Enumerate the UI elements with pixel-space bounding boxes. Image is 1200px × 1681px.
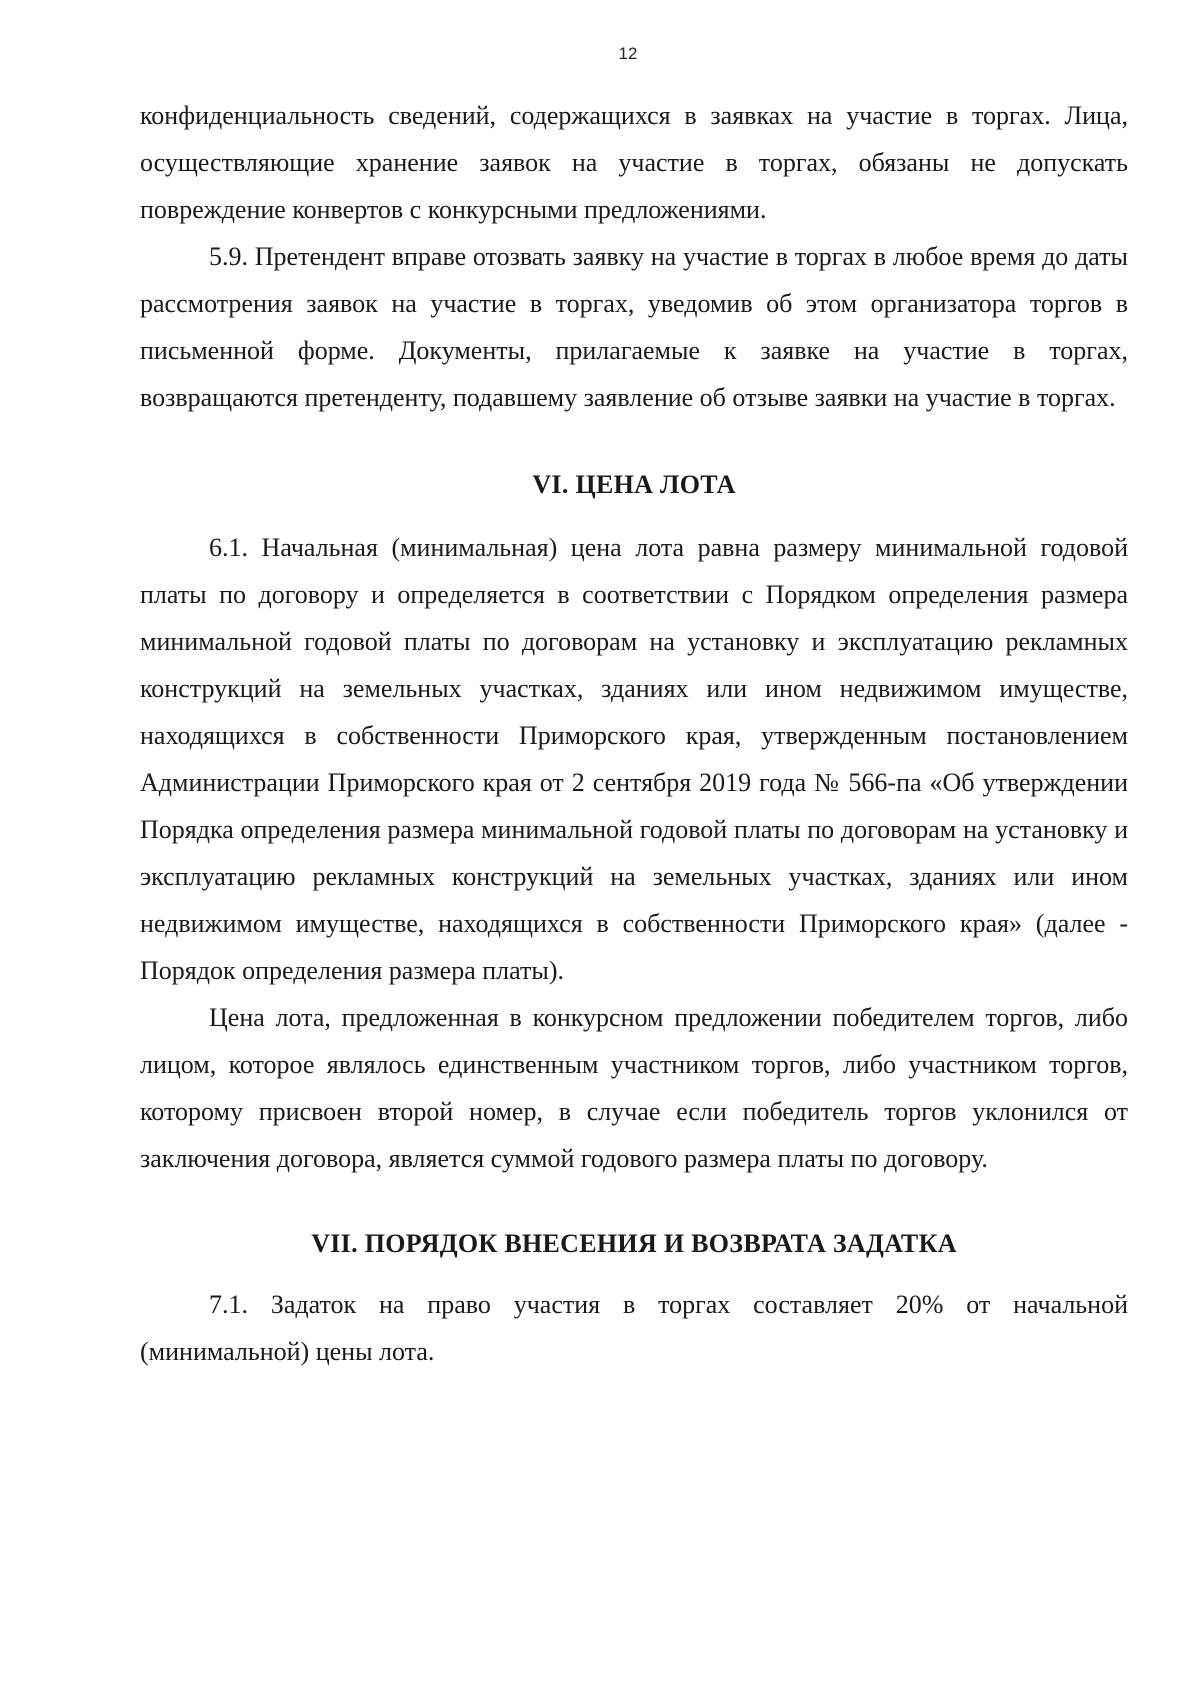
- spacer: [140, 421, 1128, 461]
- page-number: 12: [618, 44, 638, 63]
- paragraph-lot-price: Цена лота, предложенная в конкурсном предложении победителем торгов, либо лицом, которое являлось единственным участником торгов, либо участником торгов, которому присвоен второй номер, в случае если победитель торгов уклонился от заключения договора, является суммой годового размера платы по договору.: [140, 1003, 1128, 1173]
- spacer: [140, 1182, 1128, 1220]
- paragraph-continuation: конфиденциальность сведений, содержащихся в заявках на участие в торгах. Лица, осуществляющие хранение заявок на участие в торгах, обязаны не допускать повреждение конвертов с конкурсными предложениями.: [140, 101, 1128, 224]
- spacer: [140, 1267, 1128, 1281]
- document-body: [140, 92, 1128, 1375]
- paragraph-6-1: 6.1. Начальная (минимальная) цена лота равна размеру минимальной годовой платы по договору и определяется в соответствии с Порядком определения размера минимальной годовой платы по договорам на установку и эксплуатацию рекламных конструкций на земельных участках, зданиях или ином недвижимом имуществе, находящихся в собственности Приморского края, утвержденным постановлением Администрации Приморского края от 2 сентября 2019 года № 566-па «Об утверждении Порядка определения размера минимальной годовой платы по договорам на установку и эксплуатацию рекламных конструкций на земельных участках, зданиях или ином недвижимом имуществе, находящихся в собственности Приморского края» (далее - Порядок определения размера платы).: [140, 533, 1128, 985]
- paragraph-7-1: 7.1. Задаток на право участия в торгах составляет 20% от начальной (минимальной) цены лота.: [140, 1290, 1128, 1366]
- paragraph-5-9: 5.9. Претендент вправе отозвать заявку на участие в торгах в любое время до даты рассмотрения заявок на участие в торгах, уведомив об этом организатора торгов в письменной форме. Документы, прилагаемые к заявке на участие в торгах, возвращаются претенденту, подавшему заявление об отзыве заявки на участие в торгах.: [140, 242, 1128, 412]
- spacer: [140, 508, 1128, 524]
- section-heading-7: VII. ПОРЯДОК ВНЕСЕНИЯ И ВОЗВРАТА ЗАДАТКА: [311, 1229, 957, 1258]
- section-heading-6: VI. ЦЕНА ЛОТА: [532, 470, 736, 499]
